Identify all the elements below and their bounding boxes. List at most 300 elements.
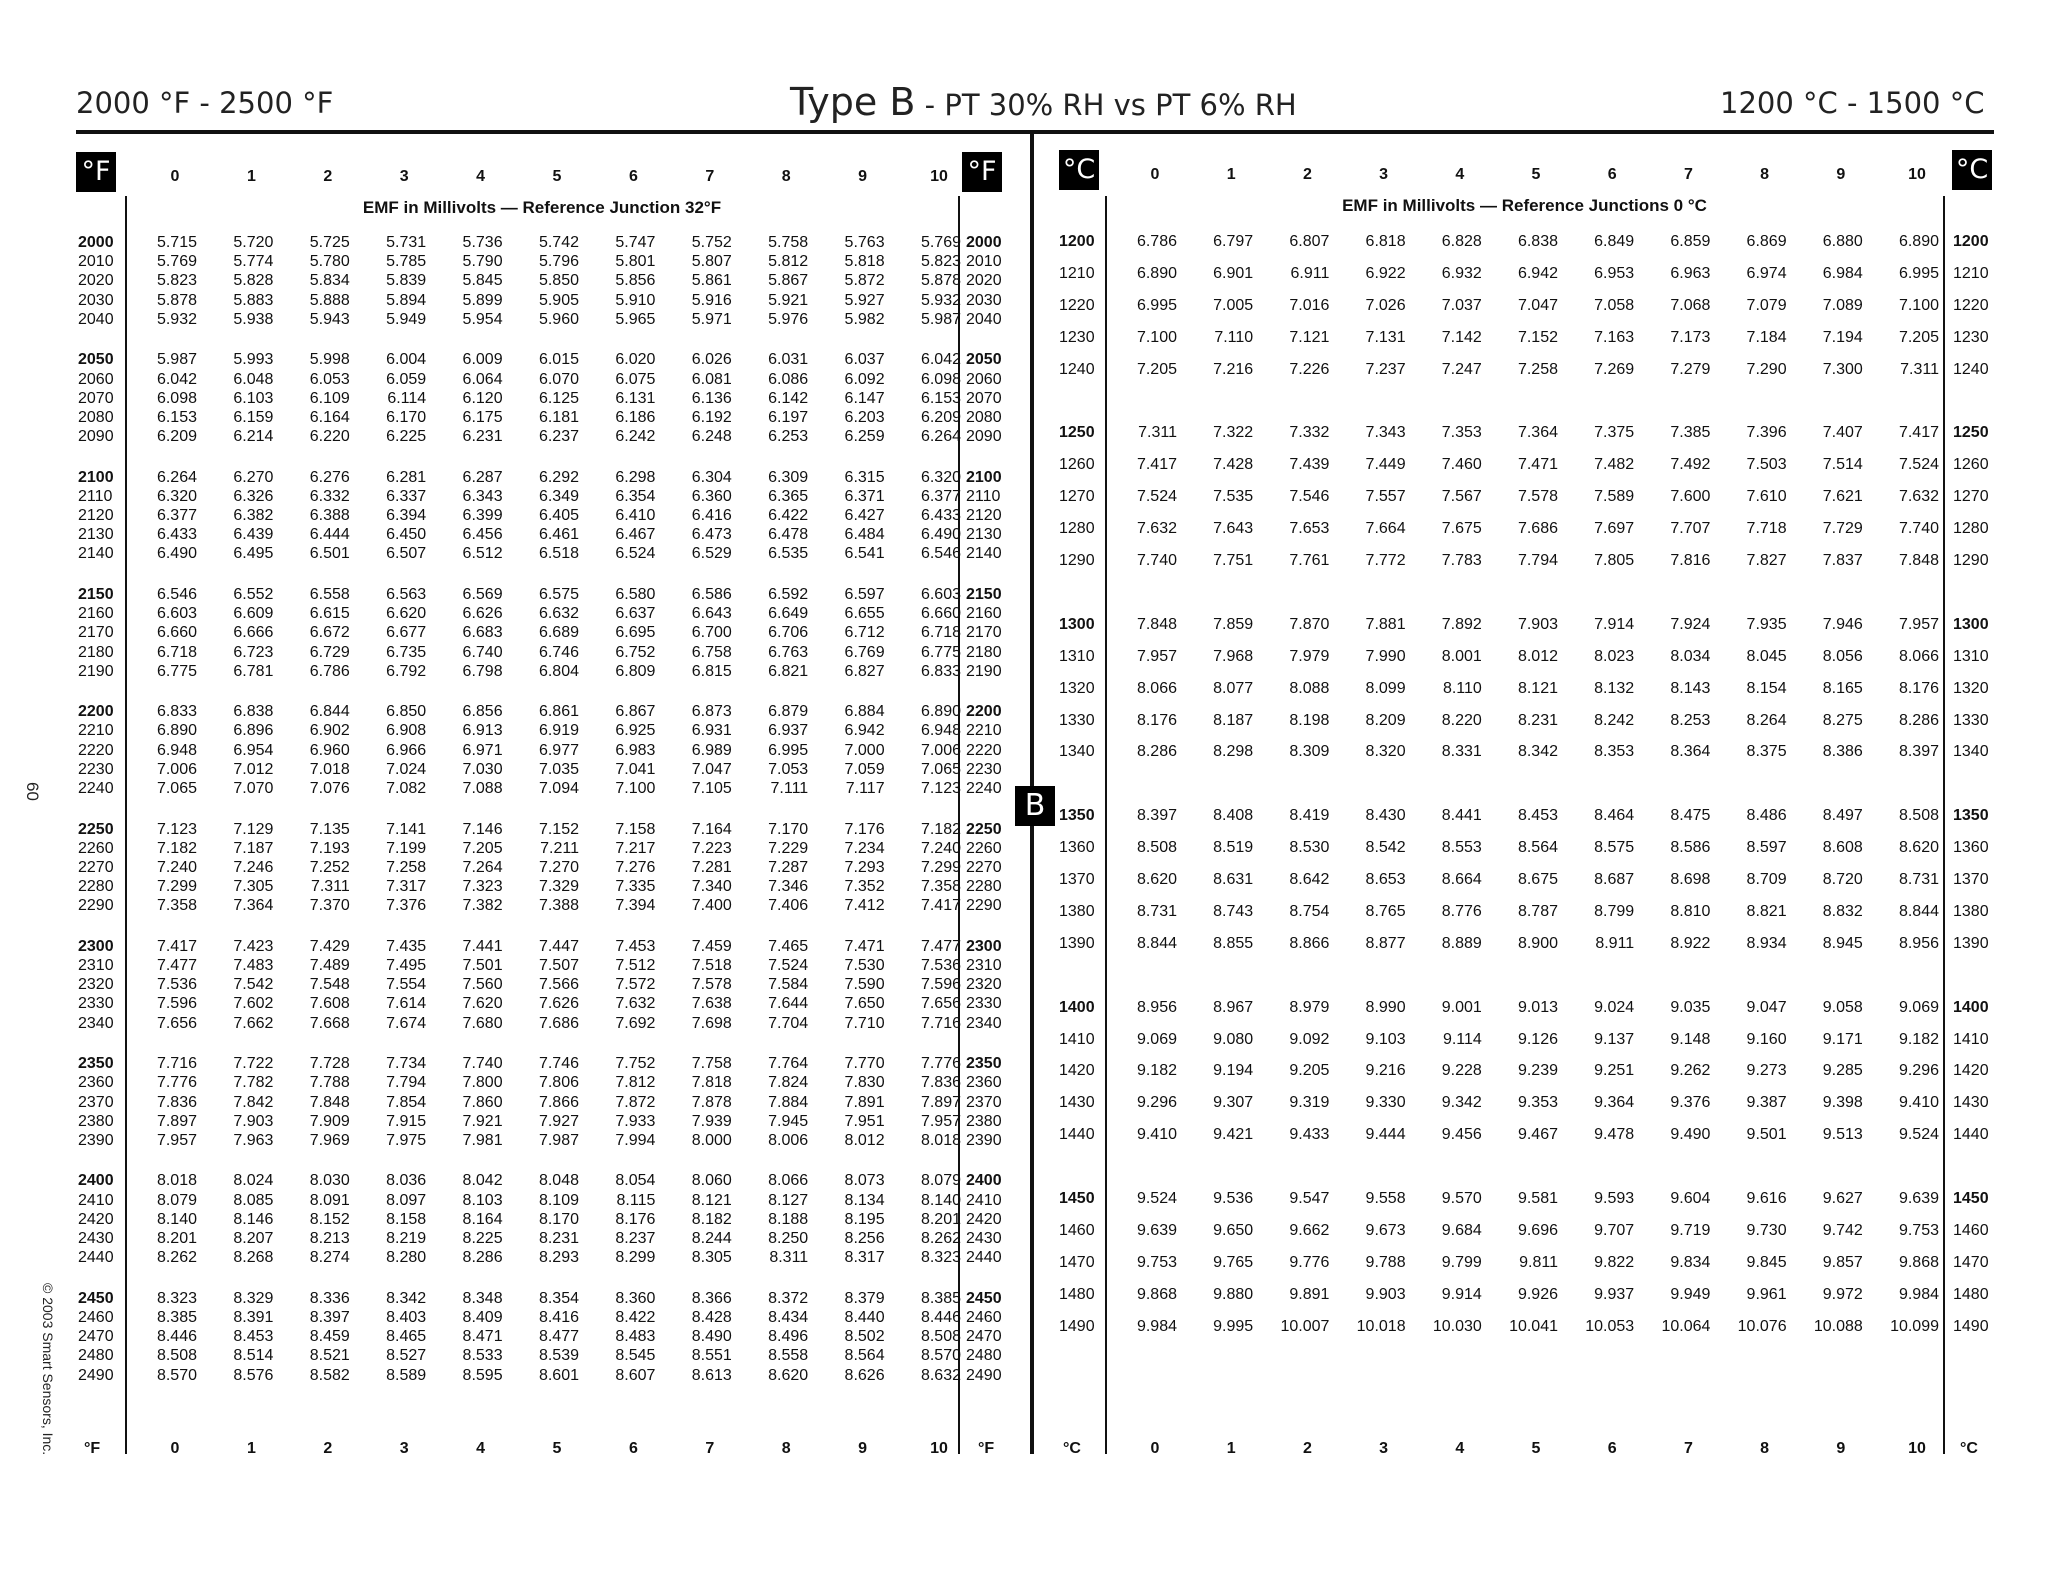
c-emf-value: 8.945 <box>1822 934 1863 952</box>
c-emf-value: 10.099 <box>1890 1317 1939 1335</box>
c-row-temp: 1220 <box>1059 296 1095 314</box>
f-emf-value: 7.477 <box>920 937 961 955</box>
c-column-footer: 9 <box>1836 1440 1846 1457</box>
c-emf-value: 9.857 <box>1822 1253 1863 1271</box>
f-emf-value: 6.804 <box>538 662 579 680</box>
f-emf-value: 5.921 <box>768 291 809 309</box>
c-row-temp: 1350 <box>1059 807 1095 825</box>
f-emf-value: 8.085 <box>233 1191 274 1209</box>
c-emf-value: 6.953 <box>1594 264 1635 282</box>
c-row-temp: 1430 <box>1059 1094 1095 1112</box>
c-row-temp-right: 1460 <box>1953 1221 1989 1239</box>
f-emf-value: 6.377 <box>156 507 197 524</box>
c-emf-value: 9.639 <box>1136 1221 1177 1239</box>
f-emf-value: 7.680 <box>462 1014 503 1032</box>
f-emf-value: 8.140 <box>156 1210 197 1228</box>
c-emf-value: 6.995 <box>1136 296 1177 314</box>
c-emf-value: 9.080 <box>1213 1030 1254 1048</box>
f-column-header: 9 <box>858 168 868 185</box>
c-row-temp-right: 1360 <box>1953 839 1989 857</box>
c-emf-value: 9.456 <box>1441 1126 1482 1144</box>
c-emf-value: 9.398 <box>1822 1094 1863 1112</box>
f-emf-value: 7.674 <box>386 1014 427 1032</box>
f-row-temp-right: 2200 <box>966 703 1002 721</box>
c-emf-value: 8.787 <box>1517 902 1558 920</box>
f-emf-value: 8.613 <box>691 1366 732 1384</box>
c-emf-value: 6.869 <box>1746 233 1787 250</box>
f-emf-value: 7.187 <box>233 839 274 857</box>
f-emf-value: 7.957 <box>156 1131 197 1149</box>
f-emf-value: 6.746 <box>538 643 579 661</box>
c-emf-value: 6.901 <box>1213 264 1254 282</box>
f-row-temp: 2200 <box>78 703 114 721</box>
f-emf-value: 7.596 <box>156 995 197 1013</box>
f-emf-value: 8.012 <box>844 1131 885 1149</box>
c-row-temp: 1210 <box>1059 264 1095 282</box>
f-row-temp: 2430 <box>78 1230 114 1247</box>
c-row-temp: 1460 <box>1059 1221 1095 1239</box>
f-emf-value: 7.441 <box>462 937 503 955</box>
c-emf-value: 8.664 <box>1441 871 1482 888</box>
f-emf-value: 6.153 <box>920 389 961 407</box>
f-emf-value: 8.570 <box>156 1366 197 1384</box>
f-emf-value: 8.323 <box>156 1289 197 1307</box>
f-emf-value: 8.366 <box>691 1289 732 1307</box>
c-emf-value: 8.720 <box>1822 871 1863 888</box>
c-emf-value: 9.285 <box>1822 1062 1863 1080</box>
f-emf-value: 7.024 <box>386 760 427 778</box>
f-emf-value: 6.042 <box>156 370 197 388</box>
c-emf-value: 7.079 <box>1746 296 1787 314</box>
f-emf-value: 6.416 <box>691 507 732 524</box>
f-emf-value: 7.088 <box>462 780 503 797</box>
f-row-temp-right: 2040 <box>966 310 1002 328</box>
f-emf-value: 6.175 <box>462 408 503 426</box>
f-emf-value: 7.205 <box>462 839 503 857</box>
f-emf-value: 5.965 <box>615 310 656 328</box>
f-emf-value: 8.048 <box>538 1172 579 1190</box>
f-row-temp-right: 2450 <box>966 1289 1002 1307</box>
f-emf-value: 6.214 <box>233 428 274 446</box>
c-emf-value: 9.444 <box>1365 1126 1406 1144</box>
f-column-footer: 1 <box>246 1440 256 1457</box>
f-emf-value: 7.164 <box>691 820 732 838</box>
f-emf-value: 7.070 <box>233 780 274 797</box>
f-row-temp-right: 2350 <box>966 1055 1002 1073</box>
f-emf-value: 7.323 <box>462 878 503 896</box>
f-emf-value: 7.969 <box>309 1131 350 1149</box>
c-emf-value: 8.776 <box>1441 902 1482 920</box>
c-emf-value: 7.524 <box>1898 456 1939 474</box>
f-row-temp: 2070 <box>78 389 114 407</box>
c-emf-value: 10.030 <box>1432 1317 1482 1335</box>
f-emf-value: 5.785 <box>386 253 427 271</box>
c-unit-badge-left: °C <box>1059 150 1099 190</box>
c-row-temp-right: 1350 <box>1953 807 1989 825</box>
f-row-temp-right: 2330 <box>966 995 1002 1013</box>
c-emf-value: 9.171 <box>1822 1030 1863 1048</box>
f-emf-value: 6.120 <box>462 389 503 407</box>
c-emf-value: 8.832 <box>1822 902 1863 920</box>
f-emf-value: 6.902 <box>309 722 350 740</box>
f-emf-value: 8.293 <box>538 1249 579 1267</box>
f-emf-value: 7.176 <box>844 820 885 838</box>
f-emf-value: 8.582 <box>309 1366 350 1384</box>
f-emf-value: 7.495 <box>386 957 427 974</box>
f-emf-value: 7.945 <box>768 1112 809 1130</box>
f-emf-value: 8.632 <box>920 1366 961 1384</box>
f-emf-value: 6.349 <box>538 487 579 505</box>
c-emf-value: 7.482 <box>1594 456 1635 474</box>
f-emf-value: 7.728 <box>309 1055 350 1073</box>
f-emf-value: 6.287 <box>462 468 503 486</box>
c-emf-value: 8.397 <box>1136 807 1177 825</box>
f-emf-value: 5.927 <box>844 291 885 309</box>
f-unit-footer-right: °F <box>978 1440 995 1457</box>
c-emf-value: 7.300 <box>1822 360 1863 378</box>
f-emf-value: 8.483 <box>615 1328 656 1346</box>
f-emf-value: 5.823 <box>920 253 961 271</box>
f-row-temp-right: 2320 <box>966 976 1002 994</box>
f-row-temp: 2440 <box>78 1249 114 1267</box>
f-emf-value: 6.672 <box>309 624 350 642</box>
f-row-temp: 2220 <box>78 741 114 759</box>
f-row-temp: 2190 <box>78 662 114 680</box>
c-emf-value: 10.041 <box>1509 1317 1558 1335</box>
f-emf-value: 6.103 <box>233 389 274 407</box>
f-column-header: 5 <box>552 168 562 185</box>
f-emf-value: 6.427 <box>844 507 885 524</box>
f-row-temp: 2150 <box>78 585 114 603</box>
c-row-temp: 1340 <box>1059 743 1095 761</box>
f-emf-value: 5.905 <box>538 291 579 309</box>
f-emf-value: 6.264 <box>920 428 961 446</box>
f-emf-value: 6.490 <box>156 545 197 563</box>
f-emf-value: 6.501 <box>309 545 350 563</box>
f-emf-value: 7.329 <box>538 878 579 896</box>
f-row-temp: 2110 <box>78 487 113 505</box>
f-emf-value: 8.231 <box>538 1230 579 1247</box>
c-row-temp: 1310 <box>1059 647 1095 665</box>
f-emf-value: 6.365 <box>768 487 809 505</box>
f-emf-value: 5.899 <box>462 291 503 309</box>
f-row-temp-right: 2460 <box>966 1308 1002 1326</box>
c-emf-value: 6.859 <box>1670 233 1711 250</box>
f-emf-value: 7.146 <box>462 820 503 838</box>
c-row-temp-right: 1330 <box>1953 711 1989 729</box>
f-emf-value: 6.253 <box>768 428 809 446</box>
c-emf-value: 8.709 <box>1746 871 1787 888</box>
f-emf-value: 7.182 <box>156 839 197 857</box>
f-row-temp: 2420 <box>78 1210 114 1228</box>
c-emf-value: 6.942 <box>1517 264 1558 282</box>
c-emf-value: 7.173 <box>1670 328 1711 346</box>
c-emf-value: 7.935 <box>1746 615 1787 633</box>
c-emf-value: 9.868 <box>1136 1285 1177 1303</box>
f-emf-value: 7.903 <box>233 1112 274 1130</box>
f-row-temp: 2480 <box>78 1347 114 1365</box>
c-emf-value: 8.743 <box>1213 902 1254 920</box>
f-column-footer: 10 <box>930 1440 948 1457</box>
f-emf-value: 6.535 <box>768 545 809 563</box>
c-emf-value: 9.972 <box>1822 1285 1863 1303</box>
f-emf-value: 6.114 <box>387 389 427 407</box>
c-emf-value: 9.001 <box>1441 998 1482 1016</box>
c-emf-value: 8.154 <box>1746 679 1787 697</box>
f-row-temp-right: 2310 <box>966 957 1002 974</box>
f-emf-value: 6.896 <box>233 722 274 740</box>
f-emf-value: 7.489 <box>309 957 350 974</box>
f-emf-value: 6.242 <box>615 428 656 446</box>
f-emf-value: 8.446 <box>920 1308 961 1326</box>
c-emf-value: 8.821 <box>1746 902 1787 920</box>
f-emf-value: 8.311 <box>769 1249 809 1267</box>
f-emf-value: 7.656 <box>156 1014 197 1032</box>
c-column-header: 6 <box>1607 166 1617 183</box>
f-row-temp: 2130 <box>78 526 114 544</box>
c-emf-value: 7.589 <box>1594 488 1635 506</box>
f-emf-value: 6.695 <box>615 624 656 642</box>
f-row-temp-right: 2080 <box>966 408 1002 426</box>
f-emf-value: 6.563 <box>386 585 427 603</box>
f-emf-value: 6.989 <box>691 741 732 759</box>
f-emf-value: 7.223 <box>691 839 732 857</box>
f-emf-value: 6.913 <box>462 722 503 740</box>
f-emf-value: 8.054 <box>615 1172 656 1190</box>
f-emf-value: 6.292 <box>538 468 579 486</box>
f-row-temp-right: 2150 <box>966 585 1002 603</box>
c-emf-value: 7.163 <box>1594 328 1635 346</box>
f-emf-value: 5.747 <box>615 234 656 251</box>
c-emf-value: 8.508 <box>1898 807 1939 825</box>
f-row-temp: 2270 <box>78 858 114 876</box>
f-emf-value: 7.382 <box>462 897 503 915</box>
c-emf-value: 9.330 <box>1365 1094 1406 1112</box>
f-emf-value: 7.800 <box>462 1074 503 1092</box>
f-emf-value: 7.584 <box>768 976 809 994</box>
f-emf-value: 6.304 <box>691 468 732 486</box>
f-column-header: 6 <box>628 168 638 185</box>
f-emf-value: 6.495 <box>233 545 274 563</box>
f-emf-value: 8.601 <box>538 1366 579 1384</box>
f-emf-value: 6.136 <box>691 389 732 407</box>
f-emf-value: 8.091 <box>309 1191 350 1209</box>
c-row-temp: 1280 <box>1059 520 1095 538</box>
f-emf-value: 6.677 <box>386 624 427 642</box>
c-row-temp: 1370 <box>1059 871 1095 888</box>
c-emf-value: 7.718 <box>1746 520 1787 538</box>
f-row-temp-right: 2430 <box>966 1230 1002 1247</box>
header-rule <box>76 130 1994 134</box>
c-emf-value: 7.279 <box>1670 360 1711 378</box>
f-emf-value: 6.059 <box>386 370 427 388</box>
c-emf-value: 8.419 <box>1289 807 1330 825</box>
c-emf-value: 10.018 <box>1356 1317 1406 1335</box>
f-emf-value: 7.501 <box>462 957 503 974</box>
f-emf-value: 6.276 <box>309 468 350 486</box>
f-row-temp: 2380 <box>78 1112 114 1130</box>
c-emf-value: 7.729 <box>1822 520 1863 538</box>
c-emf-value: 8.731 <box>1898 871 1939 888</box>
c-row-temp: 1470 <box>1059 1253 1095 1271</box>
f-emf-value: 8.188 <box>768 1210 809 1228</box>
c-right-divider <box>1943 196 1945 1454</box>
c-emf-value: 9.949 <box>1670 1285 1711 1303</box>
f-row-temp-right: 2390 <box>966 1131 1002 1149</box>
c-emf-value: 8.441 <box>1441 807 1482 825</box>
c-emf-value: 10.088 <box>1813 1317 1863 1335</box>
f-emf-value: 7.530 <box>844 957 885 974</box>
f-emf-value: 7.812 <box>615 1074 656 1092</box>
f-emf-value: 7.240 <box>920 839 961 857</box>
f-emf-value: 6.075 <box>615 370 656 388</box>
c-column-footer: 3 <box>1379 1440 1389 1457</box>
f-emf-value: 7.507 <box>538 957 579 974</box>
f-emf-value: 8.514 <box>233 1347 274 1365</box>
f-row-temp-right: 2210 <box>966 722 1002 740</box>
f-column-footer: 3 <box>399 1440 409 1457</box>
f-emf-value: 8.195 <box>844 1210 885 1228</box>
c-emf-value: 9.376 <box>1670 1094 1711 1112</box>
f-emf-value: 6.541 <box>844 545 885 563</box>
f-emf-value: 6.467 <box>615 526 656 544</box>
f-emf-value: 5.742 <box>538 234 579 251</box>
c-emf-value: 9.353 <box>1517 1094 1558 1112</box>
f-emf-value: 5.736 <box>462 234 503 251</box>
f-row-temp: 2280 <box>78 878 114 896</box>
c-emf-value: 9.776 <box>1289 1253 1330 1271</box>
f-row-temp-right: 2470 <box>966 1328 1002 1346</box>
f-emf-value: 6.332 <box>309 487 350 505</box>
f-emf-value: 6.422 <box>768 507 809 524</box>
c-emf-value: 8.979 <box>1289 998 1330 1016</box>
f-emf-value: 7.012 <box>233 760 274 778</box>
f-emf-value: 7.293 <box>844 858 885 876</box>
f-emf-value: 7.981 <box>462 1131 503 1149</box>
c-emf-value: 7.892 <box>1441 615 1482 633</box>
f-emf-value: 7.536 <box>156 976 197 994</box>
f-emf-value: 7.076 <box>309 780 350 797</box>
f-emf-value: 6.360 <box>691 487 732 505</box>
f-emf-value: 8.201 <box>920 1210 961 1228</box>
c-emf-value: 9.581 <box>1517 1190 1558 1207</box>
f-emf-value: 6.763 <box>768 643 809 661</box>
c-emf-value: 6.890 <box>1898 233 1939 250</box>
c-emf-value: 9.536 <box>1213 1190 1254 1207</box>
f-column-header: 2 <box>323 168 333 185</box>
f-emf-value: 6.225 <box>386 428 427 446</box>
f-emf-value: 7.915 <box>386 1112 427 1130</box>
f-emf-value: 8.589 <box>386 1366 427 1384</box>
f-emf-value: 7.891 <box>844 1093 885 1111</box>
c-emf-value: 6.932 <box>1441 264 1482 282</box>
f-emf-value: 8.551 <box>691 1347 732 1365</box>
f-emf-value: 7.536 <box>920 957 961 974</box>
f-emf-value: 7.963 <box>233 1131 274 1149</box>
c-emf-value: 8.597 <box>1746 839 1787 857</box>
f-emf-value: 7.836 <box>156 1093 197 1111</box>
f-emf-value: 7.632 <box>615 995 656 1013</box>
c-emf-value: 7.037 <box>1441 296 1482 314</box>
f-emf-value: 7.305 <box>233 878 274 896</box>
f-emf-value: 8.207 <box>233 1230 274 1247</box>
c-emf-value: 8.242 <box>1594 711 1635 729</box>
f-emf-value: 8.453 <box>233 1328 274 1346</box>
c-emf-value: 9.433 <box>1289 1126 1330 1144</box>
f-emf-value: 8.299 <box>615 1249 656 1267</box>
f-emf-value: 7.141 <box>386 820 427 838</box>
c-column-header: 2 <box>1302 166 1312 183</box>
c-emf-value: 9.719 <box>1670 1221 1711 1239</box>
range-c-header: 1200 °C - 1500 °C <box>1720 86 1985 120</box>
f-emf-value: 6.844 <box>309 703 350 721</box>
c-emf-value: 7.740 <box>1898 520 1939 538</box>
c-emf-value: 9.650 <box>1213 1221 1254 1239</box>
c-emf-value: 9.811 <box>1519 1253 1558 1271</box>
c-emf-value: 9.880 <box>1213 1285 1254 1303</box>
f-emf-value: 7.217 <box>615 839 656 857</box>
c-emf-value: 7.449 <box>1365 456 1406 474</box>
f-row-temp: 2260 <box>78 839 114 857</box>
f-emf-value: 7.987 <box>538 1131 579 1149</box>
f-emf-value: 6.320 <box>920 468 961 486</box>
f-emf-value: 5.796 <box>538 253 579 271</box>
c-emf-value: 8.320 <box>1365 743 1406 761</box>
f-emf-value: 6.552 <box>233 585 274 603</box>
f-emf-value: 5.910 <box>615 291 656 309</box>
f-emf-value: 5.801 <box>615 253 656 271</box>
c-emf-value: 9.296 <box>1898 1062 1939 1080</box>
f-emf-value: 7.471 <box>844 937 885 955</box>
c-emf-value: 7.026 <box>1365 296 1406 314</box>
c-emf-value: 7.332 <box>1289 424 1330 442</box>
f-row-temp: 2340 <box>78 1014 114 1032</box>
section-mark: B <box>1015 786 1055 826</box>
f-emf-value: 8.079 <box>920 1172 961 1190</box>
f-emf-value: 8.127 <box>768 1191 809 1209</box>
c-emf-value: 8.586 <box>1670 839 1711 857</box>
c-emf-value: 6.880 <box>1822 233 1863 250</box>
c-emf-value: 7.870 <box>1289 615 1330 633</box>
f-emf-value: 6.354 <box>615 487 656 505</box>
f-emf-value: 6.792 <box>386 662 427 680</box>
f-emf-value: 7.740 <box>462 1055 503 1073</box>
c-emf-value: 7.121 <box>1289 328 1330 346</box>
f-emf-value: 5.715 <box>156 234 197 251</box>
f-emf-value: 6.966 <box>386 741 427 759</box>
c-row-temp-right: 1420 <box>1953 1062 1989 1080</box>
f-emf-value: 7.746 <box>538 1055 579 1073</box>
f-emf-value: 8.060 <box>691 1172 732 1190</box>
f-emf-value: 7.252 <box>309 858 350 876</box>
c-column-footer: 7 <box>1683 1440 1693 1457</box>
c-emf-value: 8.066 <box>1898 647 1939 665</box>
f-emf-value: 5.834 <box>309 272 350 290</box>
c-emf-value: 7.258 <box>1517 360 1558 378</box>
f-emf-value: 5.839 <box>386 272 427 290</box>
c-emf-value: 7.816 <box>1670 552 1711 569</box>
f-emf-value: 6.592 <box>768 585 809 603</box>
f-emf-value: 8.323 <box>920 1249 961 1267</box>
f-emf-value: 7.878 <box>691 1093 732 1111</box>
f-emf-value: 7.258 <box>386 858 427 876</box>
c-column-footer: 5 <box>1531 1440 1541 1457</box>
f-emf-value: 8.164 <box>462 1210 503 1228</box>
f-emf-value: 7.065 <box>156 780 197 797</box>
c-emf-value: 8.132 <box>1594 679 1635 697</box>
c-emf-value: 9.387 <box>1746 1094 1787 1112</box>
c-emf-value: 8.620 <box>1136 871 1177 888</box>
